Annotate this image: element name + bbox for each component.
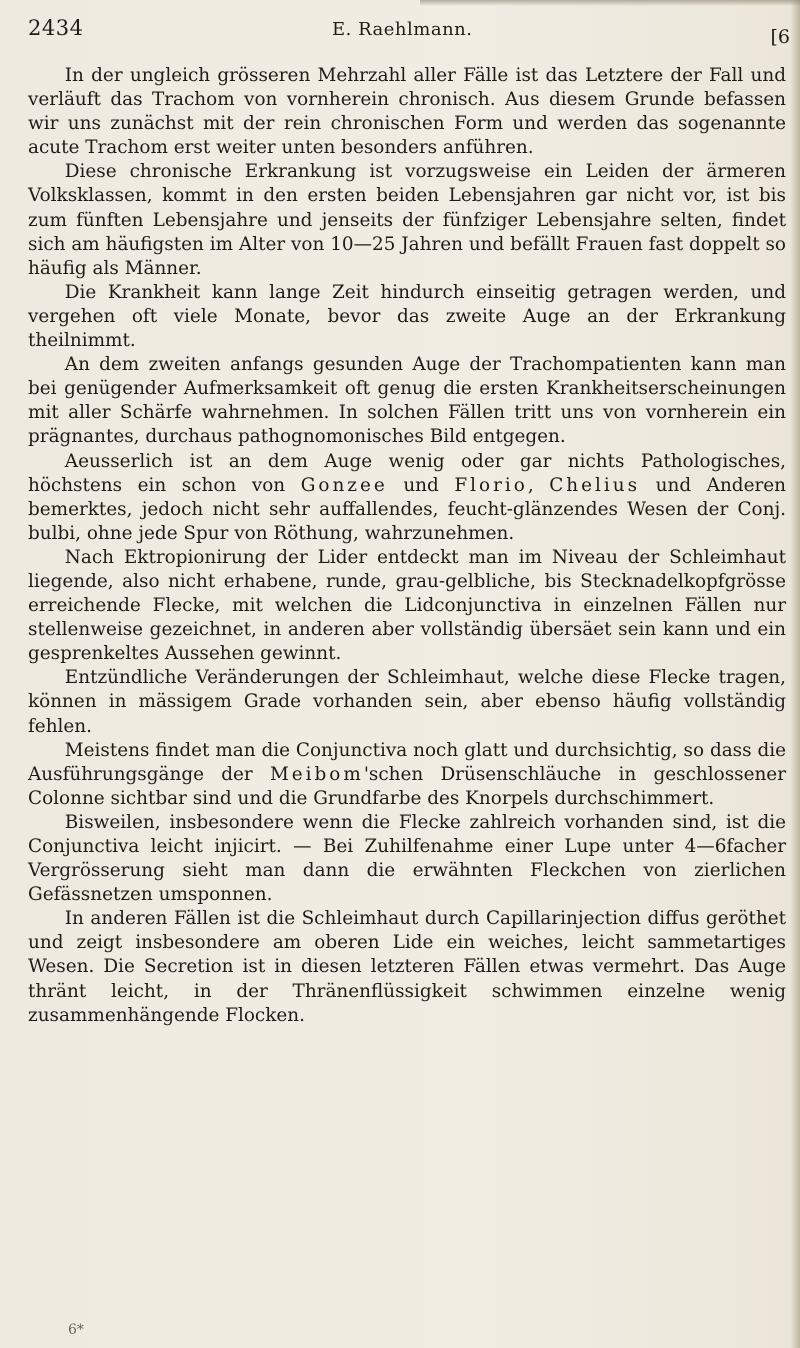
page-header (28, 16, 790, 52)
section-mark: [6 (770, 26, 790, 48)
author-name-florio: Florio (454, 474, 528, 496)
paragraph-5-text-start: Aeusserlich ist an dem Auge wenig oder gar nichts Pathologisches, höchstens ein schon von (28, 450, 786, 496)
author-name-gonzee: Gonzee (300, 474, 388, 496)
paragraph-7: Entzündliche Veränderungen der Schleimhaut, welche diese Flecke tragen, können in mässigem Grade vorhanden sein, aber ebenso häufig vollständig fehlen. (28, 667, 786, 737)
page-edge-shadow-top (420, 0, 800, 6)
signature-mark: 6* (68, 1322, 84, 1338)
paragraph-8 (28, 739, 786, 811)
paragraph-5-text-end: und Anderen bemerktes, jedoch nicht sehr auffallendes, feucht-glänzendes Wesen der Conj. bulbi, ohne jede Spur von Röthung, wahrzunehmen. (28, 474, 786, 544)
paragraph-3: Die Krankheit kann lange Zeit hindurch einseitig getragen werden, und vergehen oft viele Monate, bevor das zweite Auge an der Erkrankung theilnimmt. (28, 281, 786, 352)
page-edge-shadow-right (790, 0, 800, 1348)
running-head: E. Raehlmann. (332, 19, 473, 40)
paragraph-1: In der ungleich grösseren Mehrzahl aller Fälle ist das Letztere der Fall und verläuft das Trachom von vornherein chronisch. Aus diesem Grunde befassen wir uns zunächst mit der rein chronischen Form und werden das sogenannte acute Trachom erst weiter unten besonders anführen. (28, 65, 786, 159)
paragraph-5 (28, 450, 786, 546)
paragraph-8-text-start: Meistens findet man die Conjunctiva noch glatt und durchsichtig, so dass die Ausführungsgänge der (28, 739, 786, 785)
author-name-meibom: Meibom (269, 763, 364, 785)
paragraph-5-conjunction-1: und (387, 474, 455, 496)
author-name-chelius: Chelius (549, 474, 641, 496)
paragraph-2: Diese chronische Erkrankung ist vorzugsweise ein Leiden der ärmeren Volksklassen, kommt in den ersten beiden Lebensjahren gar nicht vor, ist bis zum fünften Lebensjahre und jenseits der fünfziger Lebensjahre selten, findet sich am häufigsten im Alter von 10—25 Jahren und befällt Frauen fast doppelt so häufig als Männer. (28, 161, 786, 279)
paragraph-10: In anderen Fällen ist die Schleimhaut durch Capillarinjection diffus geröthet und zeigt insbesondere am oberen Lide ein weiches, leicht sammetartiges Wesen. Die Secretion ist in diesen letzteren Fällen etwas vermehrt. Das Auge thränt leicht, in der Thränenflüssigkeit schwimmen einzelne wenig zusammenhängende Flocken. (28, 908, 786, 1026)
paragraph-8-text-end: 'schen Drüsenschläuche in geschlossener Colonne sichtbar sind und die Grundfarbe des Knorpels durchschimmert. (28, 763, 786, 809)
paragraph-9: Bisweilen, insbesondere wenn die Flecke zahlreich vorhanden sind, ist die Conjunctiva leicht injicirt. — Bei Zuhilfenahme einer Lupe unter 4—6facher Vergrösserung sieht man dann die erwähnten Fleckchen von zierlichen Gefässnetzen umsponnen. (28, 811, 786, 906)
paragraph-6: Nach Ektropionirung der Lider entdeckt man im Niveau der Schleimhaut liegende, also nicht erhabene, runde, grau-gelbliche, bis Stecknadelkopfgrösse erreichende Flecke, mit welchen die Lidconjunctiva in einzelnen Fällen nur stellenweise gezeichnet, in anderen aber vollständig übersäet sein kann und ein gesprenkeltes Aussehen gewinnt. (28, 546, 786, 665)
paragraph-4: An dem zweiten anfangs gesunden Auge der Trachompatienten kann man bei genügender Aufmerksamkeit oft genug die ersten Krankheitserscheinungen mit aller Schärfe wahrnehmen. In solchen Fällen tritt uns von vornherein ein prägnantes, durchaus pathognomonisches Bild entgegen. (28, 354, 786, 448)
paragraph-5-separator: , (527, 474, 550, 496)
body-text (28, 64, 786, 1028)
page-number: 2434 (28, 16, 84, 40)
